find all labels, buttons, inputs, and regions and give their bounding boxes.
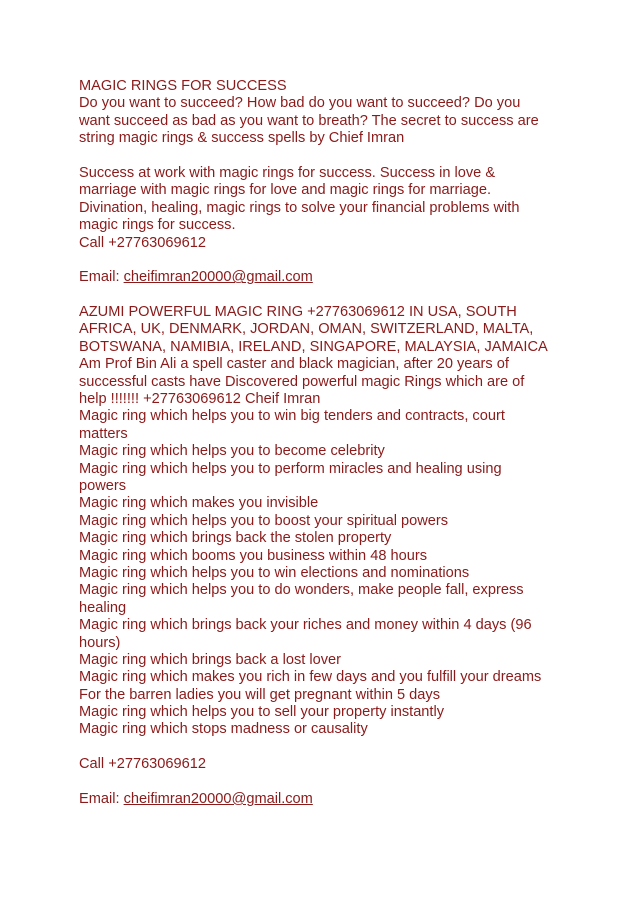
text-line: Do you want to succeed? How bad do you want to succeed? Do you: [79, 95, 521, 112]
email-paragraph: [79, 791, 559, 808]
text-line: BOTSWANA, NAMIBIA, IRELAND, SINGAPORE, MALAYSIA, JAMAICA: [79, 338, 548, 355]
list-item: Magic ring which brings back the stolen property: [79, 530, 392, 547]
text-line: want succeed as bad as you want to breath? The secret to success are: [79, 112, 539, 129]
email-paragraph: [79, 269, 559, 286]
text-line: string magic rings & success spells by Chief Imran: [79, 130, 405, 147]
text-line: AZUMI POWERFUL MAGIC RING +27763069612 IN USA, SOUTH: [79, 304, 517, 321]
success-paragraph: [79, 165, 559, 252]
text-line: marriage with magic rings for love and magic rings for marriage.: [79, 182, 492, 199]
list-item: Magic ring which booms you business within 48 hours: [79, 547, 427, 564]
list-item: Magic ring which helps you to perform miracles and healing using: [79, 460, 502, 477]
list-item: Magic ring which brings back your riches and money within 4 days (96: [79, 617, 532, 634]
email-link[interactable]: cheifimran20000@gmail.com: [123, 791, 313, 808]
document-body: [79, 78, 559, 826]
list-item: Magic ring which helps you to sell your property instantly: [79, 704, 445, 721]
list-item: hours): [79, 634, 121, 651]
list-item: Magic ring which helps you to win elections and nominations: [79, 564, 470, 581]
list-item: Magic ring which stops madness or causality: [79, 721, 368, 738]
list-item: Magic ring which helps you to win big tenders and contracts, court: [79, 408, 505, 425]
text-line: AFRICA, UK, DENMARK, JORDAN, OMAN, SWITZERLAND, MALTA,: [79, 321, 534, 338]
email-label: Email:: [79, 269, 124, 286]
phone-line: Call +27763069612: [79, 234, 206, 251]
ring-list-paragraph: [79, 304, 559, 739]
text-line: Success at work with magic rings for success. Success in love &: [79, 164, 496, 181]
list-item: Magic ring which makes you rich in few days and you fulfill your dreams: [79, 669, 542, 686]
list-item: Magic ring which helps you to do wonders, make people fall, express: [79, 582, 524, 599]
list-item: Magic ring which helps you to boost your spiritual powers: [79, 512, 449, 529]
email-line: [79, 791, 559, 808]
list-item: For the barren ladies you will get pregnant within 5 days: [79, 686, 440, 703]
email-label: Email:: [79, 791, 124, 808]
list-item: Magic ring which brings back a lost lover: [79, 651, 341, 668]
intro-paragraph: [79, 78, 559, 148]
list-item: matters: [79, 425, 128, 442]
list-item: Magic ring which helps you to become celebrity: [79, 443, 385, 460]
phone-line: Call +27763069612: [79, 756, 206, 773]
email-line: [79, 269, 559, 286]
text-line: help !!!!!!! +27763069612 Cheif Imran: [79, 391, 321, 408]
list-item: healing: [79, 599, 127, 616]
call-paragraph: [79, 756, 559, 773]
text-line: Am Prof Bin Ali a spell caster and black magician, after 20 years of: [79, 356, 509, 373]
list-item: Magic ring which makes you invisible: [79, 495, 319, 512]
document-title: MAGIC RINGS FOR SUCCESS: [79, 78, 287, 94]
text-line: successful casts have Discovered powerful magic Rings which are of: [79, 373, 525, 390]
text-line: magic rings for success.: [79, 217, 236, 234]
list-item: powers: [79, 477, 127, 494]
text-line: Divination, healing, magic rings to solve your financial problems with: [79, 199, 520, 216]
email-link[interactable]: cheifimran20000@gmail.com: [123, 269, 313, 286]
